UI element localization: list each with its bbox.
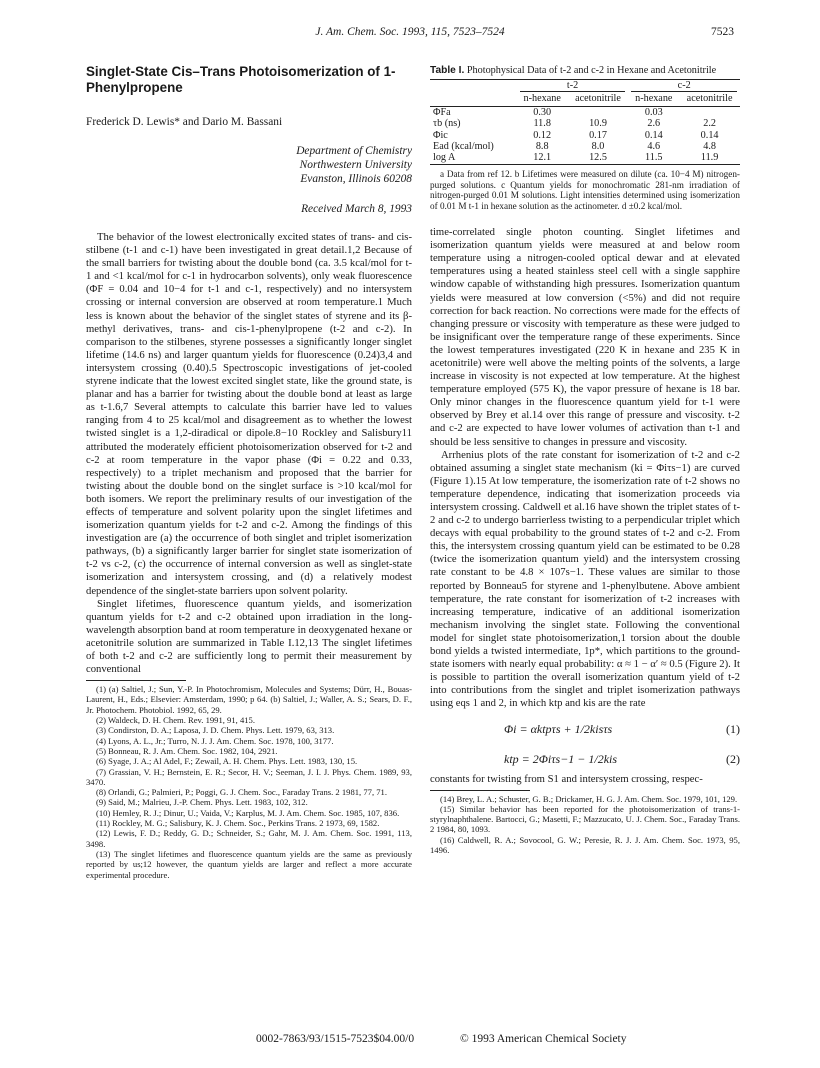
table-cell: 2.2 — [703, 118, 716, 130]
table-cell: 4.6 — [647, 141, 661, 153]
equation-number: (1) — [726, 721, 740, 736]
table-row — [430, 152, 740, 164]
table-footnotes: a Data from ref 12. b Lifetimes were measured on dilute (ca. 10−4 M) nitrogen-purged solutions. c Quantum yields for monochromatic 281-nm irradiation of nitrogen-purged 0.01 M solutions. Light intensities determined using isomerization of 0.01 M t-1 in hexane solution as the actinometer. d ±0.2 kcal/mol. — [430, 168, 740, 212]
table-row — [430, 130, 740, 141]
table-label: Table I. — [430, 65, 465, 76]
footnote: (10) Hemley, R. J.; Dinur, U.; Vaida, V.; Karplus, M. J. Am. Chem. Soc. 1985, 107, 836. — [96, 807, 400, 818]
running-header-journal: J. Am. Chem. Soc. 1993, 115, 7523–7524 — [315, 26, 505, 38]
table-row-label: Φic — [433, 129, 448, 141]
table-cell: 0.14 — [644, 129, 663, 141]
footnotes-right — [430, 794, 740, 856]
footnote: (16) Caldwell, R. A.; Sovocool, G. W.; Peresie, R. J. J. Am. Chem. Soc. 1973, 95, 1496. — [430, 834, 740, 856]
table-group-header: c-2 — [628, 80, 740, 93]
table-cell: 0.30 — [533, 106, 552, 118]
page-number: 7523 — [711, 26, 734, 38]
equation-2 — [430, 745, 740, 773]
table-cell: 4.8 — [703, 141, 716, 153]
left-column — [86, 64, 412, 880]
footnote: (5) Bonneau, R. J. Am. Chem. Soc. 1982, 104, 2921. — [96, 745, 278, 756]
footnote: (13) The singlet lifetimes and fluorescence quantum yields are the same as previously reported by us;12 however, the quantum yields are larger and reflect a more accurate experimental procedure. — [86, 848, 412, 880]
table-row — [430, 141, 740, 152]
table-row-label: τb (ns) — [433, 118, 461, 130]
affiliation-line: Northwestern University — [299, 159, 412, 171]
article-title: Singlet-State Cis–Trans Photoisomerization of 1-Phenylpropene — [86, 64, 396, 95]
table-caption — [430, 65, 740, 77]
equation-text: Φi = αktpτs + 1/2kisτs — [504, 721, 613, 736]
table-column-header: acetonitrile — [568, 92, 629, 106]
table-cell: 8.0 — [591, 141, 605, 153]
footnote: (8) Orlandi, G.; Palmieri, P.; Poggi, G. J. Chem. Soc., Faraday Trans. 2 1981, 77, 71. — [96, 787, 387, 798]
right-column — [430, 64, 740, 855]
table-cell — [568, 106, 629, 118]
footnote: (15) Similar behavior has been reported for the photoisomerization of trans-1-styrylnaphthalene. Bartocci, G.; Masetti, F.; Mazzucato, U. J. Chem. Soc., Faraday Trans. 2 1984, 80, 1093. — [430, 803, 740, 835]
table-cell: 0.17 — [589, 129, 607, 141]
body-paragraph: Singlet lifetimes, fluorescence quantum yields, and isomerization quantum yields for t-2 and c-2 obtained upon irradiation in the long-wavelength absorption band at room temperature in deoxygenated hexane or acetonitrile solution are summarized in Table I.12,13 The singlet lifetimes of both t-2 and c-2 are sufficiently long to permit their measurement by conventional — [86, 598, 412, 676]
table-corner — [430, 80, 517, 93]
table-cell: 0.03 — [644, 106, 663, 118]
body-paragraph: time-correlated single photon counting. Singlet lifetimes and isomerization quantum yields were measured at and below room temperature using a nitrogen-cooled optical dewar and at elevated temperatures using a heated stainless steel cell with a single sapphire window capable of withstanding high pressures. Isomerization quantum yields were measured at low conversion (<5%) and did not require correction for back reaction. No corrections were made for the effects of changing pressure or viscosity with temperature as these were judged to be insignificant over the temperature range of these experiments. Since the lowest temperatures investigated (220 K in hexane and 235 K in acetonitrile) were well above the melting points of the solvents, a large increase in viscosity is not expected at low temperature. At the highest temperature employed (575 K), the vapor pressure of hexane is 18 bar. Only minor changes in the fluorescence quantum yield for t-1 were observed by Brey et al.14 over this range of pressure and viscosity. t-2 and c-2 are expected to have lower volumes of activation than t-1 and should be less sensitive to changes in pressure and viscosity. — [430, 227, 740, 448]
table-row-label: log A — [430, 152, 517, 164]
footnote: (6) Syage, J. A.; Al Adel, F.; Zewail, A. H. Chem. Phys. Lett. 1983, 130, 15. — [96, 756, 358, 767]
table-column-header: acetonitrile — [679, 92, 740, 106]
table-cell: 11.9 — [679, 152, 740, 164]
table-caption-text: Photophysical Data of t-2 and c-2 in Hexane and Acetonitrile — [466, 65, 717, 76]
table-corner — [430, 92, 517, 106]
table-row-label: ΦFa — [433, 106, 451, 118]
footnote-divider — [86, 680, 186, 681]
table-cell: 8.8 — [535, 141, 549, 153]
author-list: Frederick D. Lewis* and Dario M. Bassani — [86, 116, 283, 128]
table-cell: 0.14 — [700, 129, 719, 141]
footnote-divider — [430, 790, 530, 791]
affiliation-line: Department of Chemistry — [296, 145, 412, 157]
table-cell: 0.12 — [533, 129, 552, 141]
footnote: (9) Said, M.; Malrieu, J.-P. Chem. Phys. Lett. 1983, 102, 312. — [96, 797, 308, 808]
footnote: (4) Lyons, A. L., Jr.; Turro, N. J. J. Am. Chem. Soc. 1978, 100, 3177. — [96, 735, 334, 746]
affiliation — [86, 144, 412, 186]
footnote: (11) Rockley, M. G.; Salisbury, K. J. Chem. Soc., Perkins Trans. 2 1973, 69, 1582. — [96, 818, 380, 829]
footnote: (1) (a) Saltiel, J.; Sun, Y.-P. In Photochromism, Molecules and Systems; Dürr, H., Bouas-Laurent, H., Eds.; Elsevier: Amsterdam, 1990; p 64. (b) Saltiel, J.; Waller, A. S.; Sears, D. F., Jr. Photochem. Photobiol. 1992, 65, 29. — [86, 684, 412, 715]
received-date: Received March 8, 1993 — [301, 203, 412, 215]
table-cell: 11.8 — [533, 118, 551, 130]
equation-text: ktp = 2Φiτs−1 − 1/2kis — [504, 751, 618, 766]
body-paragraph: Arrhenius plots of the rate constant for isomerization of t-2 and c-2 obtained assuming a singlet state mechanism (ki = Φiτs−1) are curved (Figure 1).15 At low temperature, the isomerization rate of t-2 shows no temperature dependence, indicating that isomerization proceeds via intersystem crossing. Caldwell et al.16 have shown the triplet states of t-2 and c-2 to undergo barrierless twisting to a perpendicular triplet which decays with equal probability to the ground states of t-2 and c-2. From this, the intersystem crossing quantum yield can be estimated to be 0.28 (twice the isomerization quantum yield) and the intersystem crossing rate constant to be 4.8 × 107s−1. These values are similar to those reported by Bonneau5 for styrene and 1-phenylbutene. Above ambient temperature, the rate constant for isomerization of t-2 increases with increasing temperature, indicative of an additional isomerization mechanism involving the singlet state. Following the conventional model for singlet state photoisomerization,1 torsion about the double bond yields a twisted intermediate, 1p*, which partitions to the ground-state isomers with nearly equal probability: α ≈ 1 − α′ ≈ 0.5 (Figure 2). It is possible to partition the overall isomerization quantum yield of t-2 into contributions from the singlet and triplet isomerization pathways using eqs 1 and 2, in which ktp and kis are the rate — [430, 449, 740, 710]
footnote: (12) Lewis, F. D.; Reddy, G. D.; Schneider, S.; Gahr, M. J. Am. Chem. Soc. 1991, 113, 3498. — [86, 828, 412, 849]
equation-1 — [430, 715, 740, 743]
table-cell: 2.6 — [647, 118, 661, 130]
table-column-header: n-hexane — [517, 92, 568, 106]
table-row — [430, 106, 740, 118]
footnote: (14) Brey, L. A.; Schuster, G. B.; Drickamer, H. G. J. Am. Chem. Soc. 1979, 101, 129. — [440, 793, 738, 804]
footnote: (2) Waldeck, D. H. Chem. Rev. 1991, 91, 415. — [96, 715, 255, 726]
table-group-header: t-2 — [517, 80, 629, 93]
footnote: (3) Condirston, D. A.; Laposa, J. D. Chem. Phys. Lett. 1979, 63, 313. — [96, 725, 335, 736]
footnote: (7) Grassian, V. H.; Bernstein, E. R.; Secor, H. V.; Seeman, J. I. J. Phys. Chem. 1989, 93, 3470. — [86, 766, 412, 787]
table-cell: 11.5 — [628, 152, 679, 164]
photophysical-data-table — [430, 79, 740, 165]
table-cell: 12.5 — [568, 152, 629, 164]
table-column-header: n-hexane — [628, 92, 679, 106]
article-code: 0002-7863/93/1515-7523$04.00/0 — [256, 1033, 415, 1045]
table-cell: 10.9 — [589, 118, 607, 130]
footnotes-left — [86, 684, 412, 880]
table-cell: 12.1 — [517, 152, 568, 164]
table-row-label: Ead (kcal/mol) — [433, 141, 494, 153]
affiliation-line: Evanston, Illinois 60208 — [300, 173, 412, 185]
body-paragraph: constants for twisting from S1 and intersystem crossing, respec- — [430, 773, 703, 785]
table-row — [430, 118, 740, 129]
equation-number: (2) — [726, 751, 740, 766]
copyright-notice: © 1993 American Chemical Society — [460, 1033, 627, 1045]
body-paragraph: The behavior of the lowest electronically excited states of trans- and cis-stilbene (t-1 and c-1) have been investigated in great detail.1,2 Because of the small barriers for twisting about the double bond (ca. 3.5 kcal/mol for t-1 and <1 kcal/mol for c-1 in hydrocarbon solvents), only weak fluorescence (ΦF = 0.04 and 10−4 for t-1 and c-1, respectively) and no intersystem crossing or internal conversion are observed at room temperature.1 Much less is known about the behavior of the singlet states of styrene and its β-methyl derivatives, trans- and cis-1-phenylpropene (t-2 and c-2). In comparison to the stilbenes, styrene possesses a significantly longer singlet lifetime (14.6 ns) and larger quantum yields for fluorescence (0.24)3,4 and intersystem crossing (0.40).5 Spectroscopic investigations of jet-cooled styrene indicate that the lowest excited singlet state, like the ground state, is planar and has a barrier for twisting about the double bond at least as large as t-1.6,7 Several attempts to calculate this barrier have led to values ranging from 4 to 25 kcal/mol and disagreement as to whether the lowest twisted singlet is a 1,2-diradical or dipole.8−10 Rockley and Salisbury11 attributed the moderately efficient photoisomerization observed for t-2 and c-2 at room temperature in the vapor phase (Φi = 0.22 and 0.33, respectively) to a triplet mechanism and proposed that the barrier for twisting about the double bond on the singlet surface is >10 kcal/mol for both isomers. We report the preliminary results of our investigation of the effects of temperature and solvent polarity upon the singlet lifetimes and isomerization quantum yields for t-2 and c-2. Among the findings of this investigation are (a) the occurrence of both singlet and triplet isomerization pathways, (b) a significantly larger barrier for singlet state isomerization of t-2 vs c-2, (c) the occurrence of internal conversion as well as singlet-state isomerization and intersystem crossing, and (d) a relatively modest dependence of the singlet-state barriers upon solvent polarity. — [86, 232, 412, 597]
table-cell — [679, 106, 740, 118]
